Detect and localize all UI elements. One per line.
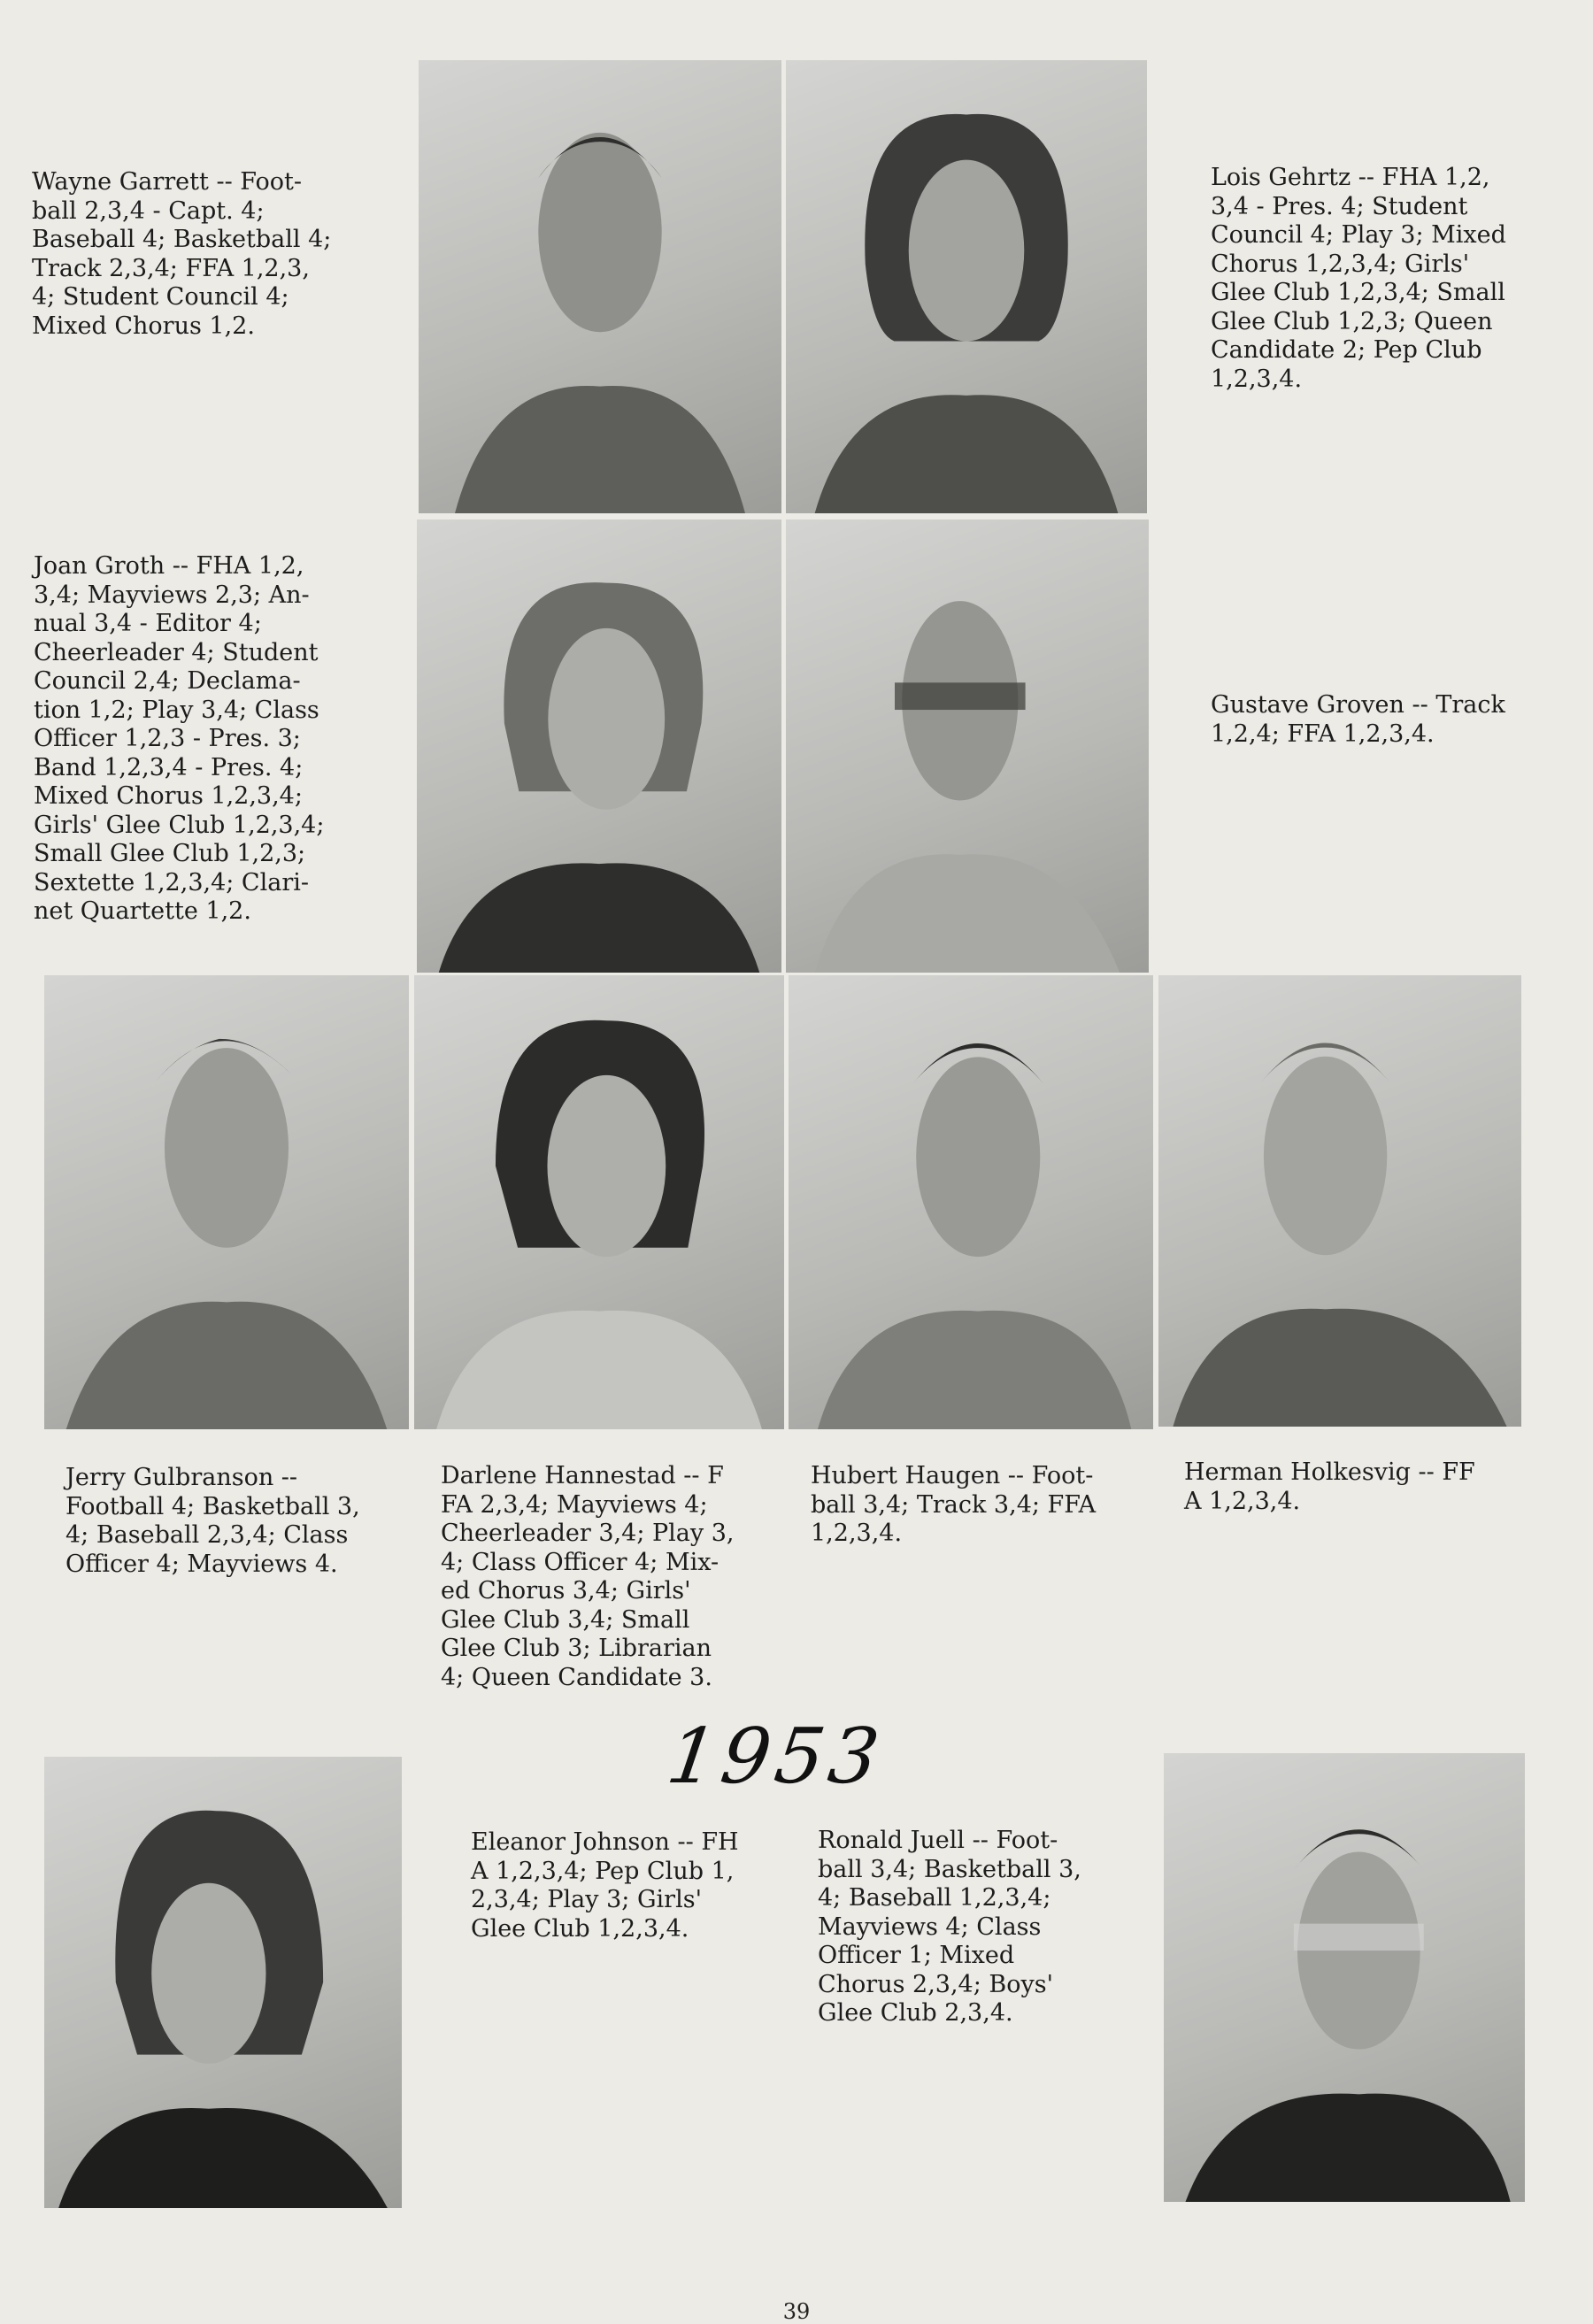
caption-eleanor-johnson: Eleanor Johnson -- FH A 1,2,3,4; Pep Club 1, 2,3,4; Play 3; Girls' Glee Club 1,2,3,4. — [471, 1828, 739, 1943]
caption-darlene-hannestad: Darlene Hannestad -- F FA 2,3,4; Mayviews 4; Cheerleader 3,4; Play 3, 4; Class Officer 4; Mix- ed Chorus 3,4; Girls' Glee Club 3,4; Small Glee Club 3; Librarian 4; Queen Candidate 3. — [441, 1462, 735, 1691]
portrait-gustave-groven — [786, 519, 1149, 973]
portrait-wayne-garrett — [419, 60, 781, 513]
caption-joan-groth: Joan Groth -- FHA 1,2, 3,4; Mayviews 2,3; An- nual 3,4 - Editor 4; Cheerleader 4; Student Council 2,4; Declama- tion 1,2; Play 3,4; Class Officer 1,2,3 - Pres. 3; Band 1,2,3,4 - Pres. 4; Mixed Chorus 1,2,3,4; Girls' Glee Club 1,2,3,4; Small Glee Club 1,2,3; Sextette 1,2,3,4; Clari- net Quartette 1,2. — [34, 552, 325, 925]
portrait-hubert-haugen — [789, 975, 1153, 1429]
portrait-jerry-gulbranson — [44, 975, 409, 1429]
caption-ronald-juell: Ronald Juell -- Foot- ball 3,4; Basketball 3, 4; Baseball 1,2,3,4; Mayviews 4; Class Officer 1; Mixed Chorus 2,3,4; Boys' Glee Club 2,3,4. — [818, 1827, 1081, 2027]
portrait-eleanor-johnson — [44, 1757, 402, 2208]
page-number: 39 — [782, 2299, 811, 2324]
portrait-ronald-juell — [1164, 1753, 1525, 2202]
portrait-darlene-hannestad — [414, 975, 784, 1429]
caption-wayne-garrett: Wayne Garrett -- Foot- ball 2,3,4 - Capt. 4; Baseball 4; Basketball 4; Track 2,3,4; FFA 1,2,3, 4; Student Council 4; Mixed Chorus 1,2. — [32, 168, 332, 340]
portrait-joan-groth — [417, 519, 781, 973]
caption-gustave-groven: Gustave Groven -- Track 1,2,4; FFA 1,2,3,4. — [1211, 691, 1505, 748]
year-heading: 1953 — [661, 1712, 889, 1801]
portrait-lois-gehrtz — [786, 60, 1147, 513]
portrait-herman-holkesvig — [1158, 975, 1521, 1427]
caption-lois-gehrtz: Lois Gehrtz -- FHA 1,2, 3,4 - Pres. 4; Student Council 4; Play 3; Mixed Chorus 1,2,3,4; Girls' Glee Club 1,2,3,4; Small Glee Club 1,2,3; Queen Candidate 2; Pep Club 1,2,3,4. — [1211, 164, 1506, 393]
caption-herman-holkesvig: Herman Holkesvig -- FF A 1,2,3,4. — [1184, 1458, 1475, 1515]
caption-jerry-gulbranson: Jerry Gulbranson -- Football 4; Basketball 3, 4; Baseball 2,3,4; Class Officer 4; Mayviews 4. — [65, 1464, 360, 1578]
caption-hubert-haugen: Hubert Haugen -- Foot- ball 3,4; Track 3,4; FFA 1,2,3,4. — [811, 1462, 1097, 1547]
